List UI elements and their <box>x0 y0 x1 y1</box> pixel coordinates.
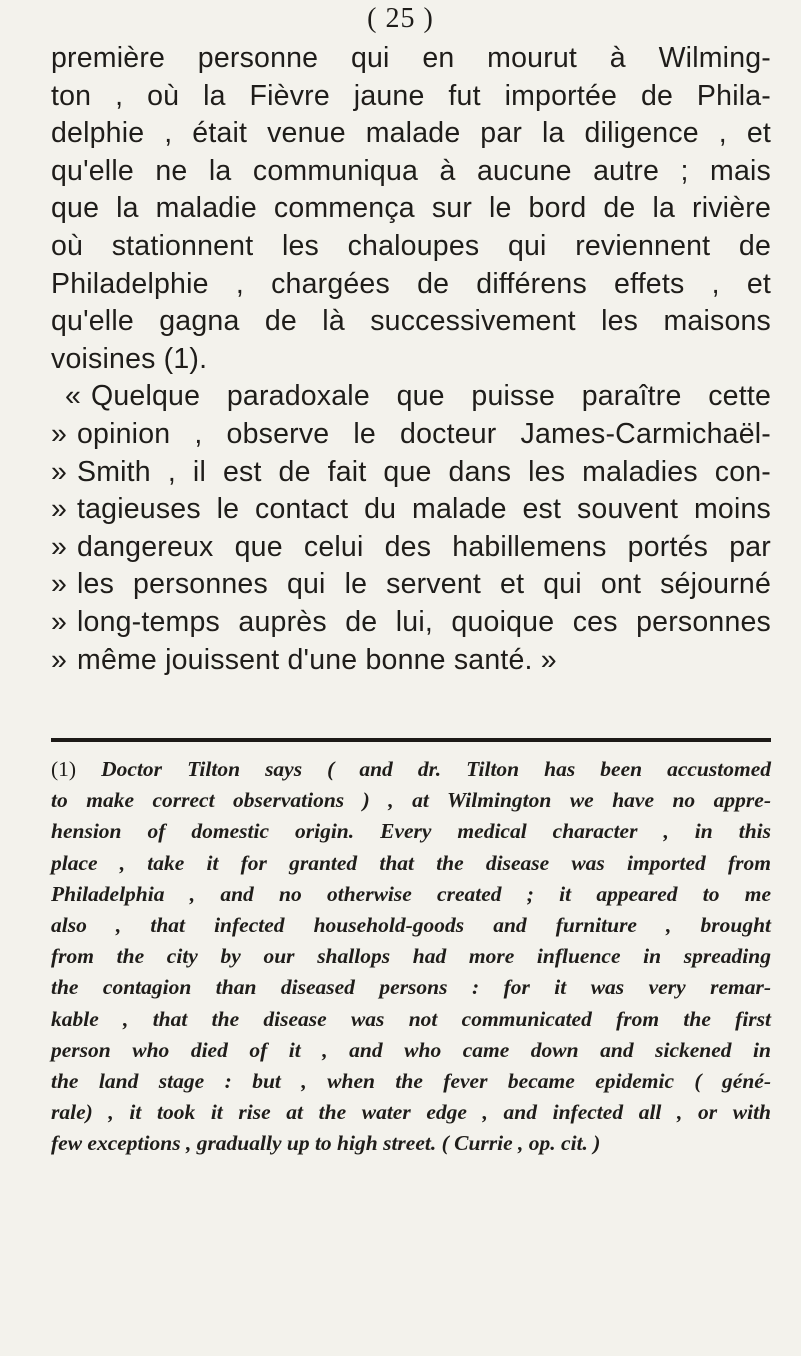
quote-line <box>51 378 771 416</box>
text-line: que la maladie commença sur le bord de la rivière <box>51 192 771 225</box>
quote-line <box>51 642 771 680</box>
quote-text: Smith , il est de fait que dans les maladies con- <box>77 455 771 488</box>
quote-line <box>51 491 771 529</box>
quote-line <box>51 529 771 567</box>
footnote-line: hension of domestic origin. Every medical character , in this <box>51 819 771 844</box>
quote-mark: » <box>51 530 68 563</box>
quote-line <box>51 454 771 492</box>
quote-text: tagieuses le contact du malade est souvent moins <box>77 493 771 526</box>
footnote-line: rale) , it took it rise at the water edge , and infected all , or with <box>51 1100 771 1125</box>
footnote-line: place , take it for granted that the disease was imported from <box>51 850 771 875</box>
footnote-line: Philadelphia , and no otherwise created ; it appeared to me <box>51 881 771 906</box>
footnote-line: the contagion than diseased persons : for it was very remar- <box>51 975 771 1000</box>
quote-text: long-temps auprès de lui, quoique ces personnes <box>77 605 771 638</box>
footnote-marker: (1) <box>51 757 77 781</box>
footnote-text: Doctor Tilton says ( and dr. Tilton has been accustomed <box>101 757 771 781</box>
footnote-line: from the city by our shallops had more influence in spreading <box>51 944 771 969</box>
text-line: première personne qui en mourut à Wilming- <box>51 42 771 74</box>
quote-line <box>51 604 771 642</box>
quote-mark: » <box>51 493 68 526</box>
quote-line <box>51 566 771 604</box>
text-line: qu'elle ne la communiqua à aucune autre ; mais <box>51 154 771 187</box>
text-line: qu'elle gagna de là successivement les maisons <box>51 305 771 338</box>
quote-text: opinion , observe le docteur James-Carmichaël- <box>77 417 771 450</box>
footnote <box>51 754 771 1160</box>
quote-text: dangereux que celui des habillemens portés par <box>77 530 771 563</box>
quote-mark: » <box>51 643 68 676</box>
footnote-line: to make correct observations ) , at Wilmington we have no appre- <box>51 788 771 813</box>
quote-mark: » <box>51 605 68 638</box>
footnote-line: few exceptions , gradually up to high street. ( Currie , op. cit. ) <box>51 1131 601 1156</box>
footnote-line <box>51 754 771 785</box>
text-line: voisines (1). <box>51 342 208 375</box>
quote-line <box>51 416 771 454</box>
text-line: Philadelphie , chargées de différens effets , et <box>51 267 771 300</box>
footnote-line: kable , that the disease was not communicated from the first <box>51 1006 771 1031</box>
footnote-separator <box>51 738 771 742</box>
footnote-line: the land stage : but , when the fever became epidemic ( géné- <box>51 1069 771 1094</box>
footnote-line: person who died of it , and who came down and sickened in <box>51 1037 771 1062</box>
main-paragraph <box>51 40 771 679</box>
quote-text: Quelque paradoxale que puisse paraître cette <box>91 380 771 413</box>
quote-mark: » <box>51 455 68 488</box>
text-line: ton , où la Fièvre jaune fut importée de Phila- <box>51 79 771 112</box>
quote-text: même jouissent d'une bonne santé. » <box>77 643 557 676</box>
quote-mark: « <box>65 380 82 413</box>
quote-mark: » <box>51 417 68 450</box>
text-line: où stationnent les chaloupes qui reviennent de <box>51 229 771 262</box>
quote-text: les personnes qui le servent et qui ont séjourné <box>77 568 771 601</box>
text-line: delphie , était venue malade par la diligence , et <box>51 117 771 150</box>
quote-mark: » <box>51 568 68 601</box>
footnote-line: also , that infected household-goods and furniture , brought <box>51 913 771 938</box>
page-number: ( 25 ) <box>367 3 434 34</box>
